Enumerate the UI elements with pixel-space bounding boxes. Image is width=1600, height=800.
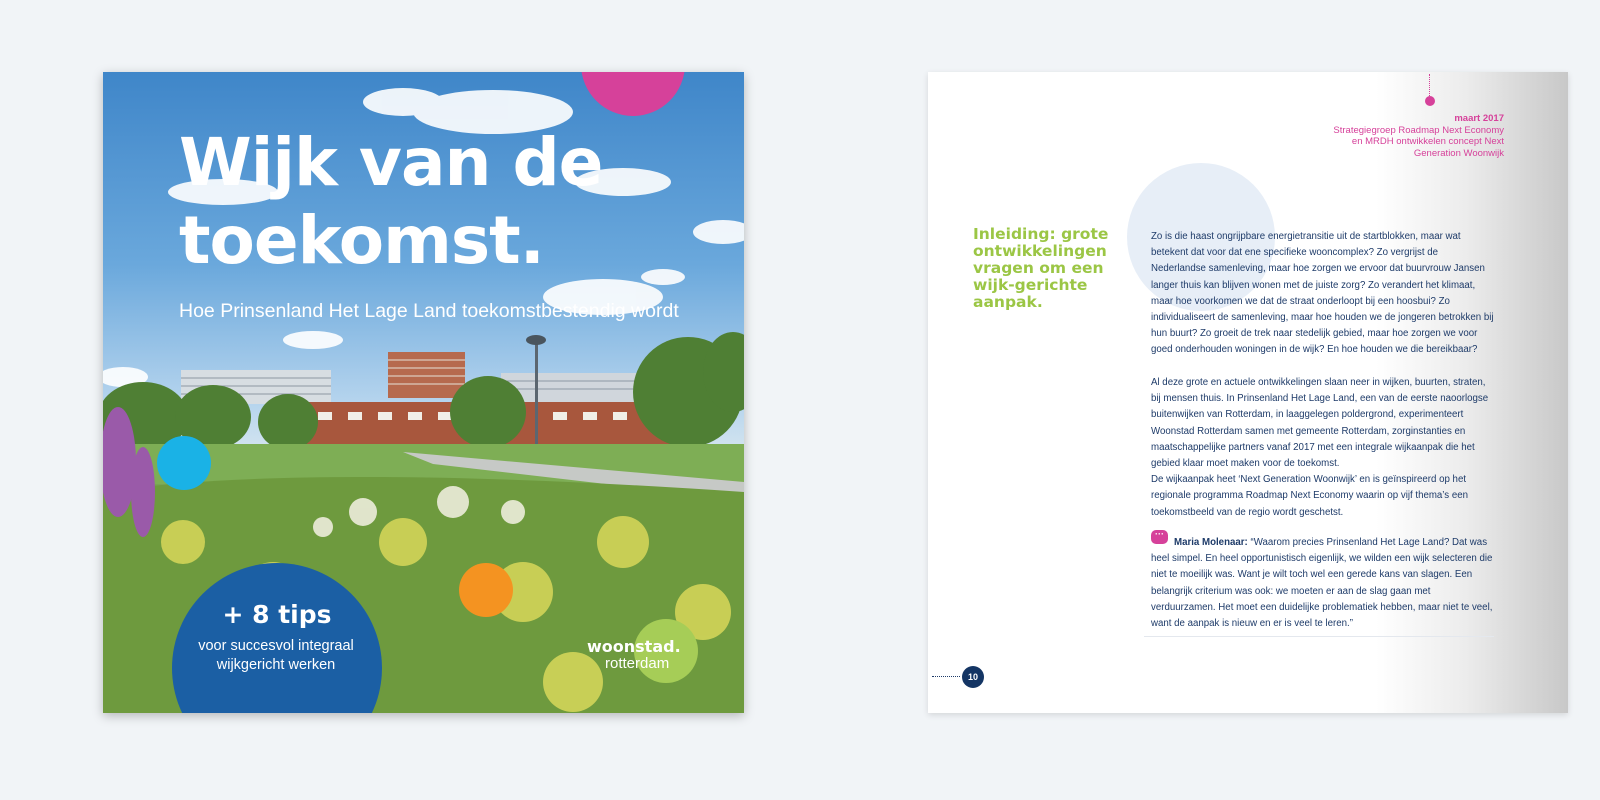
- logo-city: rotterdam: [605, 655, 670, 672]
- intro-paragraph-3-text: De wijkaanpak heet ‘Next Generation Woonwijk’ en is geïnspireerd op het regionale programma Roadmap Next Economy waarin op vijf thema’s een toekomstbeeld van de regio wordt geschetst.: [1151, 474, 1468, 518]
- timeline-dot: [1425, 96, 1435, 106]
- intro-heading: Inleiding: grote ontwikkelingen vragen om een wijk-gerichte aanpak.: [973, 225, 1109, 311]
- quote-body: “Waarom precies Prinsenland Het Lage Land? Dat was heel simpel. En heel opportunistisch eigenlijk, we wilden een wijk selecteren die niet te moeilijk was. Want je wilt toch wel een gerede kans van slagen. Een belangrijk criterium was ook: we moeten er aan de slag gaan met verduurzamen. Het moet een duidelijke problematiek hebben, maar niet te veel, want de aanpak is nieuw en er is veel te leren.”: [1151, 537, 1493, 630]
- page-number-dots: [932, 676, 960, 677]
- intro-paragraph-1: Zo is die haast ongrijpbare energietransitie uit de startblokken, maar wat betekent dat voor dat ene specifieke wooncomplex? Zo vergrijst de Nederlandse samenleving, maar hoe zorgen we ervoor dat buurvrouw Jansen langer thuis kan blijven wonen met de juiste zorg? Zo verandert het klimaat, maar hoe voorkomen we dat de straat onderloopt bij een hoosbui? Zo individualiseert de samenleving, maar hoe houden we de jongeren betrokken bij hun buurt? Zo groeit de trek naar stedelijk gebied, maar hoe zorgen we voor goed onderhouden woningen in de wijk? En hoe houden we die bereikbaar?: [1151, 231, 1494, 356]
- page-number: 10: [962, 666, 984, 688]
- quote-speaker: Maria Molenaar:: [1174, 537, 1248, 548]
- woonstad-logo: [587, 638, 681, 672]
- brochure-cover: [103, 72, 744, 713]
- logo-name: woonstad.: [587, 637, 681, 656]
- timeline-line: [1429, 74, 1430, 96]
- tips-title: + 8 tips: [222, 600, 332, 629]
- cover-subtitle: Hoe Prinsenland Het Lage Land toekomstbestendig wordt: [179, 300, 679, 322]
- orange-circle-decoration: [459, 563, 513, 617]
- intro-paragraph-2: [1151, 375, 1495, 521]
- timeline-note: [1324, 113, 1504, 159]
- quote-text: [1151, 535, 1493, 632]
- timeline-description: Strategiegroep Roadmap Next Economy en MRDH ontwikkelen concept Next Generation Woonwijk: [1333, 124, 1504, 159]
- brochure-inner-page: [928, 72, 1568, 713]
- tips-text: voor succesvol integraal wijkgericht werken: [198, 638, 354, 673]
- intro-paragraph-2-text: Al deze grote en actuele ontwikkelingen slaan neer in wijken, buurten, straten, bij mensen thuis. In Prinsenland Het Lage Land, een van de eerste naoorlogse buitenwijken van Rotterdam, in laaggelegen poldergrond, experimenteert Woonstad Rotterdam samen met gemeente Rotterdam, zorginstanties en maatschappelijke partners vanaf 2017 met een integrale wijkaanpak die het gebied klaar moet maken voor de toekomst.: [1151, 377, 1489, 470]
- timeline-date: maart 2017: [1454, 113, 1504, 124]
- chat-bubble-icon: ···: [1151, 530, 1168, 544]
- cyan-circle-decoration: [157, 436, 211, 490]
- cover-title: Wijk van de toekomst.: [179, 124, 603, 279]
- quote-block: [1144, 524, 1494, 637]
